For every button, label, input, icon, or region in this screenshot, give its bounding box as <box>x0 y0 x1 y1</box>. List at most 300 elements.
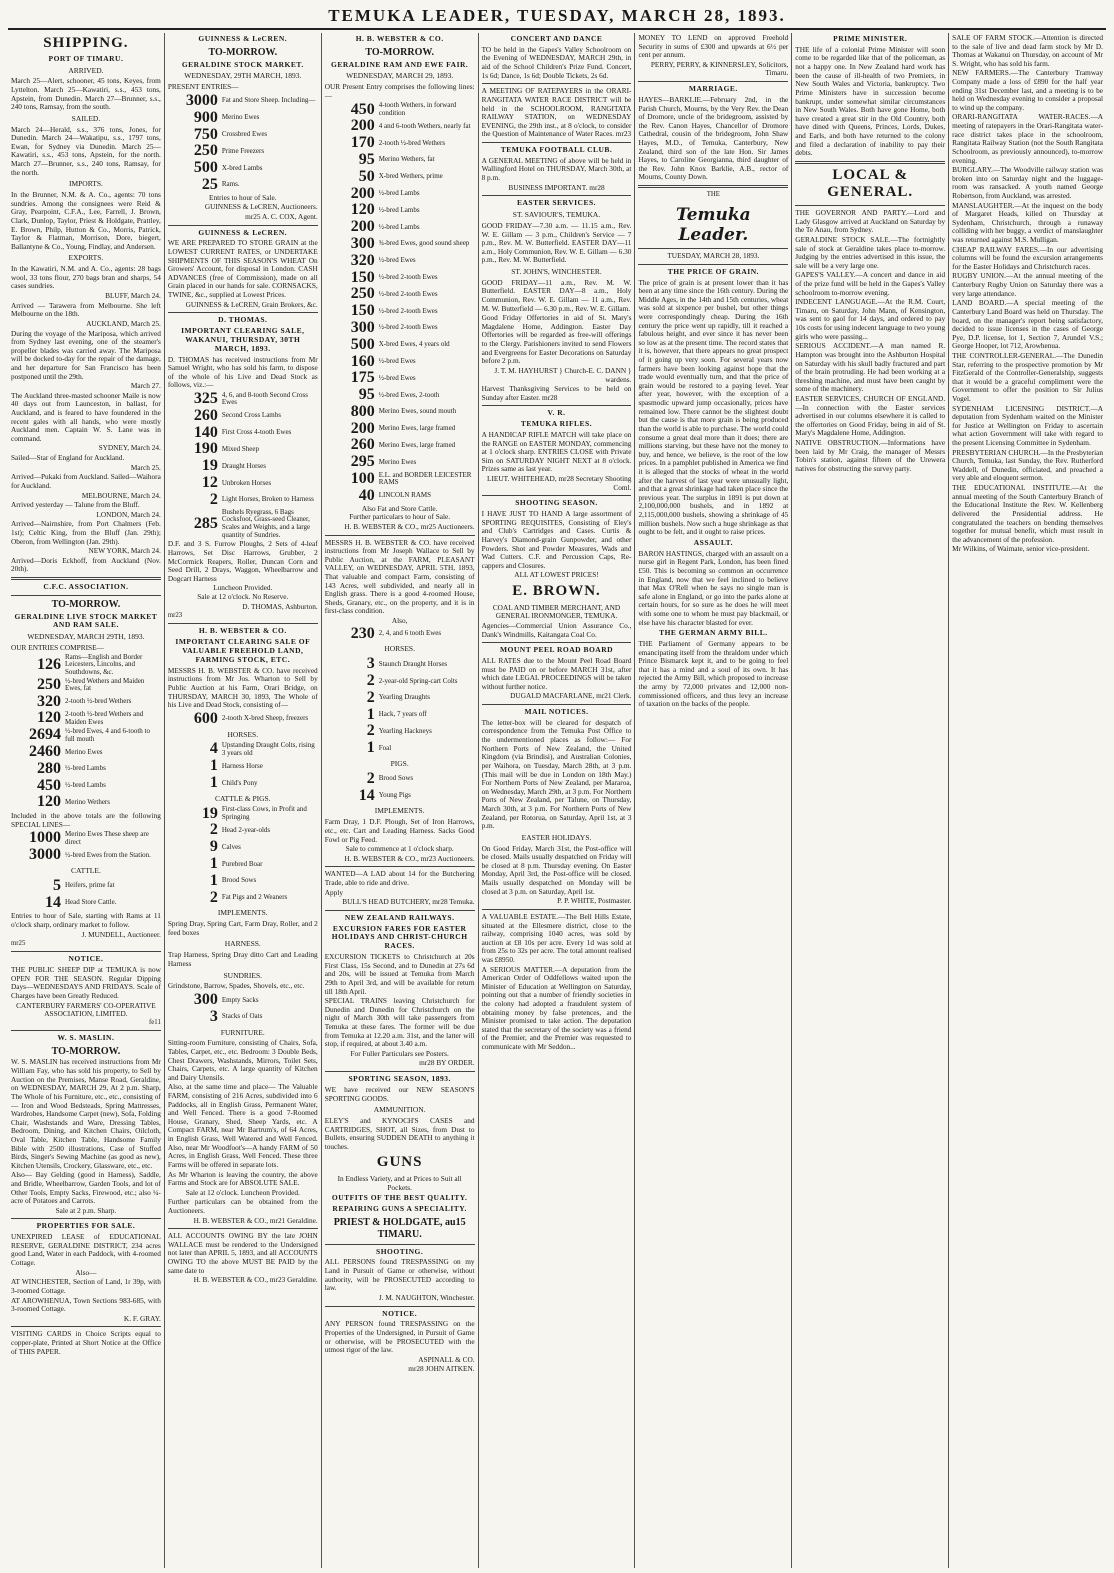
item-quantity: 2 <box>209 490 218 508</box>
list-item <box>325 118 475 135</box>
masthead: TEMUKA LEADER, TUESDAY, MARCH 28, 1893. <box>328 6 786 25</box>
implements-label: IMPLEMENTS. <box>374 806 425 816</box>
item-description: ½-bred 2-tooth Ewes <box>378 323 438 332</box>
list-item <box>168 806 318 823</box>
item-description: Staunch Draught Horses <box>378 659 448 668</box>
list-item <box>11 677 161 694</box>
item-quantity: 250 <box>350 285 375 303</box>
item-quantity: 5 <box>53 876 61 894</box>
further-text: Further particulars to hour of Sale. <box>349 512 451 522</box>
item-quantity: 450 <box>37 776 61 794</box>
item-description: ½-bred Lambs <box>65 781 106 790</box>
list-item <box>325 253 475 270</box>
shooting-heading: SHOOTING. <box>376 1246 424 1256</box>
arrived-label: ARRIVED. <box>68 65 104 75</box>
notice-text: THE PUBLIC SHEEP DIP at TEMUKA is now OPEN FOR THE SEASON. Regular Dipping Days—WEDNESDAYS AND FRIDAYS. Scale of Charges have been Greatly Reduced. <box>11 965 161 1000</box>
concert-text: TO be held in the Gapes's Valley Schoolroom on the Evening of WEDNESDAY, MARCH 29th, in aid of the School Children's Prize Fund. Concert, 1s 6d; Dance, 1s 6d; Double Tickets, 2s 6d. <box>481 44 632 80</box>
furniture-text: Sitting-room Furniture, consisting of Chairs, Sofa, Tables, Carpet, etc., etc. Bedroom: 3 Double Beds, Chest Drawers, Washstands, Mirrors, Toilet Sets, Chairs, Carpets, etc. A large quantity of Kitchen and Dairy Utensils. <box>167 1038 318 1082</box>
item-quantity: 120 <box>37 709 61 727</box>
list-item <box>168 890 318 907</box>
divider <box>168 623 318 624</box>
divider <box>325 1306 475 1307</box>
livestock-list <box>168 711 318 728</box>
item-description: 4, 6, and 8-tooth Second Cross Ewes <box>221 390 308 407</box>
item-description: ½-bred 2-tooth Ewes <box>378 273 438 282</box>
item-description: First Cross 4-tooth Ewes <box>221 428 292 437</box>
list-item <box>168 458 318 475</box>
item-quantity: 1 <box>366 705 375 723</box>
cattle-label: CATTLE & PIGS. <box>214 793 271 803</box>
horses-list <box>168 741 318 791</box>
item-description: Merino Ewes, large framed <box>378 441 456 450</box>
item-description: ½-bred 2-tooth Ewes <box>378 306 438 315</box>
harness-text: Trap Harness, Spring Dray ditto Cart and Leading Harness <box>167 950 318 968</box>
item-quantity: 19 <box>201 804 218 822</box>
list-item <box>325 488 475 505</box>
list-item <box>11 778 161 795</box>
divider <box>482 495 632 496</box>
editorial-text: The price of grain is at present lower than it has been at any time since the 16th century. During the Middle Ages, in the 14th and 15th centuries, wheat was sold at sixpence per bushel, but other things were correspondingly cheap. During the 16th century the price went up rapidly, till it reached a fabulous height, and ever since it has never been so low as at the present time. The record states that it is, however, that there appears no great prospect of it going up very soon. For several years now farmers have been looking against hope that the trade would eventually turn, and that the price of grain would be restored to a paying level. Year after year, however, with the exception of a spasmodic upward jump occasionally, prices have remained low. There cannot be the slightest doubt but the cause is that more grain is being produced than the world is able to purchase. The world could consume a great deal more than it does; there are millions starving, but these have not the money to buy, and hence, we believe, is the root of the low prices. In a pamphlet published in America we find it is alleged that the stocks of wheat in the world after the harvest of last year were unusually light, and that a great shrinkage had taken place since the previous year. The surplus in 1891 is put down at 2,100,000,000 bushels, and in 1892 at 2,115,000,000 bushels, showing a shrinkage of 45 million bushels. Now such a huge shrinkage as that ought to be felt, and it ought to raise prices. <box>638 277 789 537</box>
divider <box>482 642 632 643</box>
cattle-note: Entries to hour of Sale, starting with Rams at 11 o'clock sharp, ordinary market to follow. <box>11 911 161 930</box>
list-item <box>325 673 475 690</box>
shooting-season-heading: SHOOTING SEASON. <box>515 498 598 508</box>
sundries-text: Grindstone, Barrow, Spades, Shovels, etc., etc. <box>167 981 305 991</box>
list-item <box>168 160 318 177</box>
wharton-text: As Mr Wharton is leaving the country, the above Farms and Stock are for ABSOLUTE SALE. <box>167 1169 318 1188</box>
arowhenua-text: AT AROWHENUA, Town Sections 983-685, with 3-roomed Cottage. <box>11 1295 161 1314</box>
item-quantity: 4 <box>209 740 218 758</box>
ad-code: fe11 <box>149 1018 161 1026</box>
mount-peel-heading: MOUNT PEEL ROAD BOARD <box>499 645 614 655</box>
ad-heading: GUINNESS & LeCREN. <box>198 34 288 43</box>
editorial-heading: THE PRICE OF GRAIN. <box>667 266 760 276</box>
list-item <box>325 387 475 404</box>
divider <box>795 161 945 164</box>
tomorrow-heading: TO-MORROW. <box>51 598 121 610</box>
arrived-text: March 25—Alert, schooner, 45 tons, Keyes, from Lyttelton. March 25—Kawatiri, s.s., 453 tons, Apstein, from Dunedin. March 27—Brunner, s.s., 240 tons, Ramsay, from the south. <box>11 76 161 112</box>
item-quantity: 900 <box>193 108 218 126</box>
special-trains-text: SPECIAL TRAINS leaving Christchurch for Dunedin and Dunedin for Christchurch on the night of March 30th will take passengers from Temuka at these fares. The former will be due from Temuka at 12.20 a.m. 31st, and the latter will stop, if required, at about 3.40 a.m. <box>324 996 475 1049</box>
mount-peel-text: ALL RATES due to the Mount Peel Road Board must be PAID on or before MARCH 31st, after which date LEGAL PROCEEDINGS will be taken without further notice. <box>481 655 632 691</box>
item-description: Brood Sows <box>378 774 414 783</box>
signature: H. B. WEBSTER & CO., mr23 Auctioneers. <box>344 853 475 863</box>
sundries-list <box>168 992 318 1026</box>
item-quantity: 126 <box>37 655 61 673</box>
list-item <box>325 771 475 788</box>
exports-label: EXPORTS. <box>68 253 104 263</box>
leader-the: THE <box>706 190 720 198</box>
item-quantity: 2 <box>366 769 375 787</box>
serious-matter-text: A SERIOUS MATTER.—A deputation from the American Order of Oddfellows waited upon the Minister of Education at Wellington on Saturday, pointing out that a number of friendly societies in the colony had adopted a fraudulent system of obtaining money by false pretences, and the Minister promised to take action. The deputation stated that the secretary of the society was a friend of the Premier, and the Premier was requested to communicate with Mr Seddon... <box>481 964 632 1052</box>
list-item <box>325 707 475 724</box>
list-item <box>11 710 161 727</box>
exports-text: In the Kawatiri, N.M. and A. Co., agents: 28 bags wool, 33 tons flour, 270 bags bran and sharps, 54 cases sundries. <box>11 264 161 291</box>
signature: D. THOMAS, Ashburton. <box>242 601 318 611</box>
webster-text: MESSRS H. B. WEBSTER & CO. have received instructions from Mr Jos. Wharton to Sell by Public Auction at his Farm, Orari Bridge, on THURSDAY, MARCH 30, 1893, The Whole of his Live and Dead Stock, consisting of— <box>167 665 318 710</box>
item-description: 2-tooth ½-bred Wethers <box>378 138 446 147</box>
harvest-text: Harvest Thanksgiving Services to be held on Sunday after Easter. mr28 <box>481 384 632 402</box>
brown-text: COAL AND TIMBER MERCHANT, AND GENERAL IRONMONGER, TEMUKA. <box>492 602 621 621</box>
divider <box>325 1071 475 1072</box>
item-description: Unbroken Horses <box>221 478 272 487</box>
posters-note: For Fuller Particulars see Posters. <box>350 1048 449 1058</box>
item-quantity: 450 <box>350 100 375 118</box>
item-description: 2-year-old Spring-cart Colts <box>378 676 458 685</box>
news-text: Arrived — Tarawera from Melbourne. She left Melbourne on the 18th. <box>11 300 161 319</box>
cattle-list <box>168 806 318 907</box>
item-description: Brood Sows <box>221 876 257 885</box>
item-description: Empty Sacks <box>221 995 259 1004</box>
news-item: SALE OF FARM STOCK.—Attention is directed to the sale of live and dead farm stock by Mr D. Thomas at Wakanui on Thursday, on account of Mr S. Wright, who has sold his farm. <box>952 33 1104 68</box>
item-quantity: 250 <box>193 142 218 160</box>
item-quantity: 200 <box>350 117 375 135</box>
item-description: Heifers, prime fat <box>65 881 115 890</box>
auctioneer-signature: GUINNESS & LeCREN, Auctioneers. <box>204 202 318 212</box>
item-description: E.L. and BORDER LEICESTER RAMS <box>378 470 472 487</box>
item-description: 2-tooth ½-bred Wethers <box>65 697 132 706</box>
pigs-label: PIGS. <box>390 759 409 769</box>
item-quantity: 1 <box>209 871 218 889</box>
rifles-text: A HANDICAP RIFLE MATCH will take place on the RANGE on EASTER MONDAY, commencing at 1 o'clock sharp. ENTRIES CLOSE with Private Sim on SATURDAY NIGHT NEXT at 8 o'clock. Prizes same as last year. <box>481 430 632 474</box>
easter-heading: EASTER SERVICES. <box>517 198 597 208</box>
item-quantity: 120 <box>37 793 61 811</box>
list-item <box>11 744 161 761</box>
dateline: March 27. <box>130 381 161 391</box>
list-item <box>168 822 318 839</box>
item-description: 2-tooth X-bred Sheep, freezers <box>221 714 309 723</box>
item-description: Head Store Cattle. <box>65 898 117 907</box>
sale-time: Sale at 12 o'clock. No Reserve. <box>197 592 289 602</box>
signature: H. B. WEBSTER & CO., mr21 Geraldine. <box>193 1215 318 1225</box>
list-item <box>325 626 475 643</box>
livestock-list <box>11 654 161 811</box>
list-item <box>168 856 318 873</box>
list-item <box>168 492 318 509</box>
news-item: ORARI-RANGITATA WATER-RACES.—A meeting of ratepayers in the Orari-Rangitata water-race district takes place in the schoolroom, Rangitata Railway Station (not the South Rangitata Schoolroom, as previously announced), to-morrow evening. <box>952 112 1104 165</box>
item-quantity: 285 <box>193 514 218 532</box>
item-quantity: 200 <box>350 218 375 236</box>
sundries-label: SUNDRIES. <box>223 970 263 980</box>
offertories-text: Good Friday Offertories in aid of St. Mary's Magdalene Home, Addington. Easter Day Offertories will be regarded as free-will offerings to the Clergy. Parishioners invited to send Flowers and Evergreens for Easter Decorations on Saturday before 2 p.m. <box>481 313 632 366</box>
item-quantity: 12 <box>201 474 218 492</box>
list-item <box>11 830 161 847</box>
item-description: Stacks of Oats <box>221 1012 263 1021</box>
church-heading: ST. SAVIOUR'S, TEMUKA. <box>512 210 601 220</box>
sale-date: WEDNESDAY, MARCH 29TH, 1893. <box>27 632 145 642</box>
notice-title: NOTICE. <box>68 954 104 964</box>
item-quantity: 3000 <box>185 91 218 109</box>
item-quantity: 14 <box>358 786 375 804</box>
item-description: 4 and 6-tooth Wethers, nearly fat <box>378 121 471 130</box>
divider <box>482 83 632 84</box>
signature: P. P. WHITE, Postmaster. <box>557 896 632 906</box>
list-item <box>168 441 318 458</box>
pigs-list <box>325 771 475 805</box>
item-description: ½-bred Ewes <box>378 256 416 265</box>
list-item <box>325 236 475 253</box>
item-quantity: 2 <box>209 821 218 839</box>
list-item <box>325 354 475 371</box>
maslin-text: W. S. MASLIN has received instructions from Mr William Fay, who has sold his property, to Sell by Auction on the Premises, Manse Road, Geraldine, on WEDNESDAY, MARCH 29, At 2 p.m. Sharp, The Whole of his Furniture, etc., etc., consisting of— Iron and Wood Bedsteads, Spring Mattresses, Wardrobes, Handsome Carpet (new), Sofa, Folding Chair, Washstands and Ware, Dressing Tables, Bedroom, Dining, and Kitchen Chairs, Oilcloth, Oval Table, Kitchen Table, Handsome Family Bible with 2500 illustrations, Case of Stuffed Birds, Singer's Sewing Machine (as good as new), Kitchen Utensils, Crockery, Glassware, etc., etc. <box>11 1057 161 1170</box>
column-4 <box>479 33 636 1568</box>
leader-title: Temuka Leader. <box>676 205 751 246</box>
news-item: PRESBYTERIAN CHURCH.—In the Presbyterian Church, Temuka, last Sunday, the Rev. Rutherford Waddell, of Dunedin, officiated, and preached a very able and eloquent sermon. <box>952 447 1104 483</box>
item-description: Upstanding Draught Colts, rising 3 years old <box>221 741 315 757</box>
item-quantity: 750 <box>193 125 218 143</box>
item-quantity: 95 <box>358 386 375 404</box>
item-quantity: 1 <box>366 739 375 757</box>
news-item: Mr Wilkins, of Waimate, senior vice-president. <box>952 544 1090 554</box>
sale-date: WEDNESDAY, 29TH MARCH, 1893. <box>184 71 302 81</box>
column-1 <box>8 33 165 1568</box>
list-item <box>168 839 318 856</box>
signature: mr28 JOHN AITKEN. <box>408 1364 475 1374</box>
sailed-label: SAILED. <box>71 113 101 123</box>
list-item <box>11 654 161 677</box>
furniture-label: FURNITURE. <box>220 1027 265 1037</box>
shipping-title: SHIPPING. <box>43 35 129 51</box>
football-text: A GENERAL MEETING of above will be held in Wallingford Hotel on THURSDAY, March 30th, at 8 p.m. <box>481 155 632 182</box>
list-item <box>168 391 318 408</box>
divider <box>11 951 161 952</box>
news-item: THE CONTROLLER-GENERAL.—The Dunedin Star, referring to the prospective promotion by Mr FitzGerald of the Controller-Generalship, suggests that it would be a graceful compliment were the Government to offer the position to Sir Julius Vogel. <box>952 350 1104 403</box>
news-item: MANSLAUGHTER.—At the inquest on the body of Margaret Heads, killed on Thursday at Sydenham, Christchurch, through a runaway colliding with her buggy, a verdict of manslaughter was returned against M.S. Mulligan. <box>952 200 1104 245</box>
news-item: GERALDINE STOCK SALE.—The fortnightly sale of stock at Geraldine takes place to-morrow. Judging by the entries advertised in this issue, the sale will be a very large one. <box>795 234 946 270</box>
item-description: X-bred Lambs <box>221 163 263 172</box>
maslin-also: Also— Bay Gelding (good in Harness), Saddle, and Bridle, Wheelbarrow, Garden Tools, and lot of Other Tools, Empty Sacks, Firewood, etc.; also ¼-acre of Potatoes and Carrots. <box>11 1170 161 1206</box>
fair-heading: GERALDINE RAM AND EWE FAIR. <box>330 59 469 69</box>
item-description: ½-bred Ewes, 2-tooth <box>378 390 440 399</box>
list-item <box>325 437 475 454</box>
prime-minister-heading: PRIME MINISTER. <box>833 34 908 43</box>
sale-time: Sale at 2 p.m. Sharp. <box>55 1205 117 1215</box>
item-quantity: 500 <box>193 159 218 177</box>
guns-heading: GUNS <box>376 1154 423 1171</box>
list-item <box>325 690 475 707</box>
news-text: Sailed—Star of England for Auckland. <box>11 453 125 463</box>
item-quantity: 320 <box>350 251 375 269</box>
news-item: INDECENT LANGUAGE.—At the R.M. Court, Timaru, on Saturday, John Mann, of Kensington, was sent to gaol for 14 days, and ordered to pay 10s costs for using indecent language to two young girls who were passing... <box>795 297 946 341</box>
item-description: Head 2-year-olds <box>221 825 271 834</box>
services-text: GOOD FRIDAY—7.30 a.m. — 11.15 a.m., Rev. W. E. Gillam — 3 p.m., Children's Service — 7 p.m., Rev. M. W. Butterfield. EASTER DAY—11 a.m., Holy Communion, Rev. W. E. Gillam — 6.30 p.m., Rev. M. W. Butterfield. <box>481 220 632 265</box>
item-quantity: 140 <box>193 423 218 441</box>
imports-label: IMPORTS. <box>68 179 103 189</box>
notice-text: ANY PERSON found TRESPASSING on the Properties of the Undersigned, in Pursuit of Game or otherwise, will be PROSECUTED with the utmost rigor of the law. <box>324 1319 475 1355</box>
divider <box>11 577 161 580</box>
item-description: ½-bred Ewes, 4 and 6-tooth to full mouth <box>65 726 150 743</box>
item-description: X-bred Wethers, prime <box>378 172 443 181</box>
item-description: Calves <box>221 842 241 851</box>
properties-heading: PROPERTIES FOR SALE. <box>36 1221 136 1231</box>
grain-text: WE ARE PREPARED TO STORE GRAIN at the LOWEST CURRENT RATES, or UNDERTAKE SHIPMENTS OF THIS SEASON'S WHEAT On Growers' Account, for disposal in London. CASH ADVANCES (free of Commission), made on all Grain placed in our hands for sale. CORNSACKS, TWINE, &c., supplied at Lowest Prices. <box>167 238 318 300</box>
ammunition-text: ELEY'S and KYNOCH'S CASES and CARTRIDGES, SHOT, all Sizes, from Dust to Bullets, ensuring SUDDEN DEATH to anything it touches. <box>324 1115 475 1151</box>
news-item: NATIVE OBSTRUCTION.—Informations have been laid by Mr Craig, the manager of Messrs Tobin's station, against fifteen of the Urewera natives for obstructing the survey party. <box>795 437 946 473</box>
list-item <box>168 425 318 442</box>
leader-date: TUESDAY, MARCH 28, 1893. <box>667 251 760 261</box>
item-description: LINCOLN RAMS <box>378 491 432 500</box>
entries-note: Entries to hour of Sale. <box>209 192 277 202</box>
divider <box>325 1244 475 1245</box>
list-item <box>168 509 318 540</box>
list-item <box>168 408 318 425</box>
list-item <box>325 454 475 471</box>
news-item: SYDENHAM LICENSING DISTRICT.—A deputation from Sydenham waited on the Minister for Justice at Wellington on Friday to ascertain what action Government will take with regard to the present Licensing Committee in Sydenham. <box>952 403 1104 448</box>
harness-label: HARNESS. <box>224 939 261 949</box>
divider <box>638 248 788 249</box>
easter-holidays-heading: EASTER HOLIDAYS. <box>521 832 592 842</box>
divider <box>168 225 318 226</box>
signature: H. B. WEBSTER & CO., mr25 Auctioneers. <box>344 521 475 531</box>
football-heading: TEMUKA FOOTBALL CLUB. <box>500 144 613 154</box>
signature: K. F. GRAY. <box>123 1313 161 1323</box>
divider <box>795 205 945 206</box>
ammunition-label: AMMUNITION. <box>373 1105 426 1115</box>
list-item <box>168 775 318 792</box>
wanted-text: WANTED—A LAD about 14 for the Butchering Trade, able to ride and drive. <box>324 869 475 887</box>
ad-code: mr23 <box>167 612 183 620</box>
marriage-heading: MARRIAGE. <box>688 84 738 94</box>
port-heading: PORT OF TIMARU. <box>48 53 124 63</box>
horses-list <box>325 656 475 757</box>
cattle-list <box>11 878 161 912</box>
item-quantity: 9 <box>209 838 218 856</box>
item-description: Merino Ewes <box>378 457 417 466</box>
ad-code: mr25 <box>11 940 26 948</box>
item-description: Second Cross Lambs <box>221 411 281 420</box>
signature: LIEUT. WHITEHEAD, mr28 Secretary Shooting Coml. <box>487 474 632 492</box>
item-quantity: 40 <box>358 486 375 504</box>
item-description: Rams—English and Border Leicesters, Lincolns, and Southdowns, &c. <box>65 652 143 677</box>
item-quantity: 200 <box>350 184 375 202</box>
item-description: Mixed Sheep <box>221 445 259 454</box>
item-description: Bushels Ryegrass, 6 Bags Cocksfoot, Grass-seed Cleaner, Scales and Weights, and a large quantity of Sundries. <box>221 507 311 539</box>
implements-text: D.F. and 3 S. Furrow Ploughs, 2 Sets of 4-leaf Harrows, Set Disc Harrows, Grubber, 2 McCormick Reapers, Roller, Duncan Corn and Seed Drill, 2 Drays, Waggon, Wheelbarrow and Dogcart Harness <box>167 539 318 583</box>
item-quantity: 2694 <box>29 726 61 744</box>
item-description: Yearling Draughts <box>378 693 430 702</box>
association-name: CANTERBURY FARMERS' CO-OPERATIVE ASSOCIATION, LIMITED. <box>16 1000 156 1019</box>
thomas-text: D. THOMAS has received instructions from Mr Samuel Wright, who has sold his farm, to dispose of the whole of his Live and Dead Stock as follows, viz.:— <box>167 354 318 390</box>
item-quantity: 3 <box>209 1007 218 1025</box>
item-description: X-bred Ewes, 4 years old <box>378 340 450 349</box>
item-description: Light Horses, Broken to Harness <box>221 495 314 504</box>
mail-text: The letter-box will be cleared for despatch of correspondence from the Temuka Post Office to the undermentioned places as follow:— For Northern Ports of New Zealand, the United Kingdom (via Brindisi), and Australian Colonies, per Waihora, on Tuesday, March 28th, at 3 p.m. (This mail will be due in London on 18th May.) For Northern Ports of New Zealand, per Mararoa, on Wednesday, March 29th, at 3 p.m. For Northern Ports of New Zealand, per Talune, on Thursday, March 30th, at 3 p.m. For Northern Ports of New Zealand, per Rotorua, on Saturday, April 1st, at 3 p.m. <box>481 717 632 831</box>
list-item <box>168 110 318 127</box>
livestock-list <box>325 102 475 505</box>
news-text: Arrived—Nairnshire, from Port Chalmers (Feb. 1st); Celtic King, from the Bluff (Jan. 29th); Oberon, from Wellington (Jan. 29th). <box>11 519 161 546</box>
divider <box>11 1030 161 1031</box>
list-item <box>325 471 475 488</box>
business-note: BUSINESS IMPORTANT. mr28 <box>508 182 605 192</box>
tomorrow-heading: TO-MORROW. <box>208 46 278 58</box>
list-item <box>168 93 318 110</box>
sale-time: Sale to commence at 1 o'clock sharp. <box>345 844 454 854</box>
item-quantity: 1 <box>209 757 218 775</box>
list-item <box>11 727 161 744</box>
cfc-heading: C.F.C. ASSOCIATION. <box>43 581 129 591</box>
news-text: Arrived—Pukaki from Auckland. Sailed—Waihora for Auckland. <box>11 472 161 490</box>
item-quantity: 50 <box>358 167 375 185</box>
money-text: MONEY TO LEND on approved Freehold Security in sums of £300 and upwards at 6½ per cent per annum. <box>638 33 789 60</box>
news-item: EASTER SERVICES, CHURCH OF ENGLAND.—In connection with the Easter services advertised in our columns elsewhere it is called to the offertories on Good Friday, being in aid of St. Mary's Magdalene Home, Addington. <box>795 393 946 438</box>
item-quantity: 2 <box>366 688 375 706</box>
divider <box>325 535 475 536</box>
item-description: Fat Pigs and 2 Weaners <box>221 893 288 902</box>
maslin-heading: W. S. MASLIN. <box>57 1032 115 1042</box>
list-item <box>168 711 318 728</box>
news-item: LAND BOARD.—A special meeting of the Canterbury Land Board was held on Thursday. The board, on the manager's report being satisfactory, decided to issue licenses in the cases of George Pye, D.P. license, lot 1, Section 7, Arundel V.S.; George Hooper, lot 712, Arowhenua. <box>952 298 1104 351</box>
column-2 <box>165 33 322 1568</box>
item-quantity: 250 <box>37 675 61 693</box>
list-item <box>325 303 475 320</box>
german-text: THE Parliament of Germany appears to be emancipating itself from the thraldom under which Prince Bismarck kept it, and to be going to feel that it has a mind and a soul of its own. It has rejected the Army Bill, which proposed to increase the army by 72,000 privates and 12,000 non-commissioned officers, and thus levy an increase of taxation on the backs of the people. <box>638 639 789 709</box>
column-6 <box>792 33 949 1568</box>
divider <box>11 595 161 596</box>
dateline: NEW YORK, March 24. <box>88 546 161 556</box>
prices-note: ALL AT LOWEST PRICES! <box>514 570 599 580</box>
item-description: Rams. <box>221 180 240 189</box>
signature: J. M. NAUGHTON, Winchester. <box>378 1292 475 1302</box>
item-quantity: 160 <box>350 352 375 370</box>
item-quantity: 120 <box>350 201 375 219</box>
also-label: Also— <box>75 1267 97 1277</box>
news-item: SERIOUS ACCIDENT.—A man named R. Hampton was brought into the Ashburton Hospital on Saturday with his skull badly fractured and part of the brain protruding. He had been working at a threshing machine, and must have been caught by some of the machinery. <box>795 341 946 394</box>
item-description: ½-bred Wethers and Maiden Ewes, fat <box>65 676 145 693</box>
lease-text: UNEXPIRED LEASE of EDUCATIONAL RESERVE, GERALDINE DISTRICT, 234 acres good Land, Water in each Paddock, with 4-roomed Cottage. <box>11 1232 161 1268</box>
list-item <box>168 143 318 160</box>
news-text: Arrived yesterday — Talune from the Bluff. <box>11 500 140 510</box>
item-quantity: 325 <box>193 390 218 408</box>
list-item <box>325 656 475 673</box>
news-item: GAPES'S VALLEY.—A concert and dance in aid of the prize fund will be held in the Gapes's Valley schoolroom to-morrow evening. <box>795 270 946 297</box>
item-quantity: 150 <box>350 268 375 286</box>
signature: H. B. WEBSTER & CO., mr23 Geraldine. <box>193 1275 318 1285</box>
dateline: SYDNEY, March 24. <box>98 443 161 453</box>
mail-heading: MAIL NOTICES. <box>524 707 589 717</box>
item-description: Prime Freezers <box>221 146 265 155</box>
item-description: 4-tooth Wethers, in forward condition <box>378 101 457 117</box>
dateline: AUCKLAND, March 25. <box>86 318 161 328</box>
tomorrow-heading: TO-MORROW. <box>365 46 434 58</box>
item-description: Purebred Boar <box>221 859 263 868</box>
signature: ASPINALL & CO. <box>418 1354 475 1364</box>
item-description: ½-bred Lambs <box>378 222 420 231</box>
list-item <box>168 475 318 492</box>
list-item <box>168 127 318 144</box>
entries-intro: OUR Present Entry comprises the following lines:— <box>324 82 475 100</box>
news-item: NEW FARMERS.—The Canterbury Tramway Company made a loss of £890 for the half year ending 31st December last, and a meeting is to be held on Wednesday evening to consider a proposal to wind up the company. <box>952 68 1104 112</box>
list-item <box>325 421 475 438</box>
list-item <box>325 370 475 387</box>
priest-holdgate: PRIEST & HOLDGATE, au15 TIMARU. <box>333 1217 466 1240</box>
railways-heading: NEW ZEALAND RAILWAYS. <box>344 912 455 922</box>
list-item <box>11 794 161 811</box>
horses-label: HORSES. <box>227 729 259 739</box>
item-quantity: 260 <box>350 436 375 454</box>
ad-heading: H. B. WEBSTER & CO. <box>355 34 444 43</box>
ad-heading: GUINNESS & LeCREN. <box>198 227 288 237</box>
item-description: 2-tooth ½-bred Wethers and Maiden Ewes <box>65 710 144 726</box>
winchester-text: AT WINCHESTER, Section of Land, 1r 39p, with 3-roomed Cottage. <box>11 1277 161 1295</box>
item-description: Fat and Store Sheep. Including— <box>221 96 316 105</box>
assault-text: BARON HASTINGS, charged with an assault on a nurse girl in Regent Park, London, has been fined £50. This is becoming so common an occurrence in England, now that we feel inclined to believe that Max O'Rell when he says no single man is safe alone in England, or go into the parks alone at certain hours, for so sure as he does he will meet with some one to whom he must pay blackmail, or else have his character blasted for ever. <box>638 548 789 627</box>
ad-heading: H. B. WEBSTER & CO. <box>198 626 287 636</box>
item-description: Yearling Hackneys <box>378 726 432 735</box>
item-quantity: 500 <box>350 335 375 353</box>
livestock-list <box>168 391 318 539</box>
livestock-list <box>168 93 318 194</box>
list-item <box>168 873 318 890</box>
